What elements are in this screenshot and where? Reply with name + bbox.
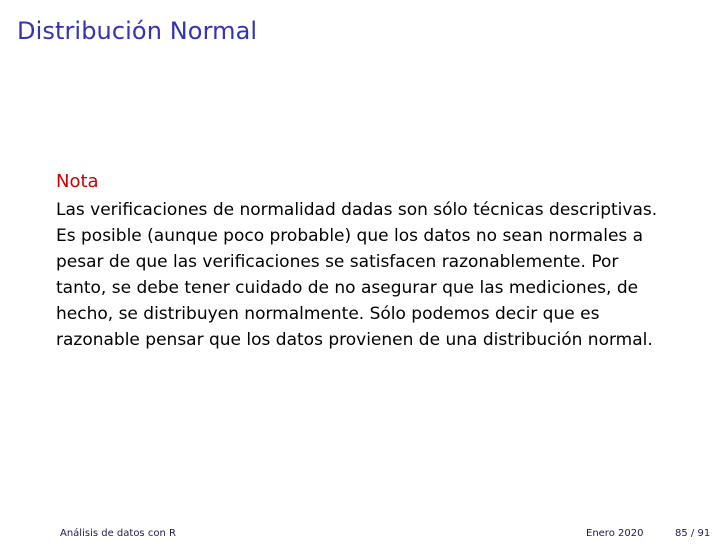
- note-block-body: [56, 197, 696, 353]
- note-line: Las verificaciones de normalidad dadas son sólo técnicas descriptivas.: [56, 200, 658, 220]
- footer-page-number: 85 / 91: [675, 528, 711, 539]
- note-line: tanto, se debe tener cuidado de no asegurar que las mediciones, de: [56, 278, 639, 298]
- note-block-title: Nota: [56, 171, 99, 192]
- note-line: Es posible (aunque poco probable) que los datos no sean normales a: [56, 226, 644, 246]
- note-block: [56, 171, 696, 353]
- footer-date: Enero 2020: [586, 528, 644, 539]
- slide-title: Distribución Normal: [17, 17, 258, 45]
- note-line: pesar de que las verificaciones se satisfacen razonablemente. Por: [56, 252, 619, 272]
- slide-footer: [0, 528, 726, 544]
- footer-course-title: Análisis de datos con R: [60, 528, 176, 539]
- note-line: razonable pensar que los datos provienen de una distribución normal.: [56, 330, 653, 350]
- note-line: hecho, se distribuyen normalmente. Sólo podemos decir que es: [56, 304, 600, 324]
